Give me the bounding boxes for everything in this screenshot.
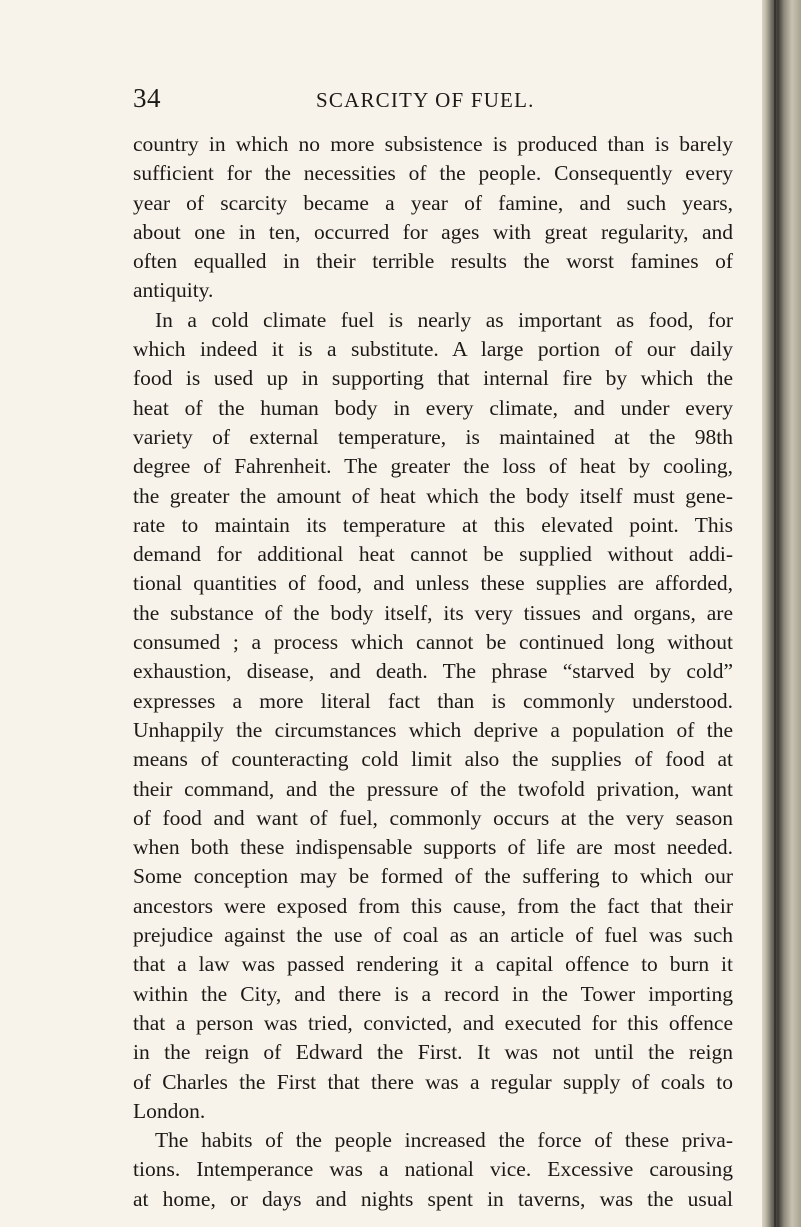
text-line: prejudice against the use of coal as an article of fuel was such <box>133 923 733 948</box>
text-line: which indeed it is a substitute. A large portion of our daily <box>133 337 733 362</box>
text-line: at home, or days and nights spent in taverns, was the usual <box>133 1186 733 1211</box>
text-line: rate to maintain its temperature at this elevated point. This <box>133 512 733 537</box>
text-line: demand for additional heat cannot be supplied without addi- <box>133 542 733 567</box>
text-line: of Charles the First that there was a regular supply of coals to <box>133 1069 733 1094</box>
text-line: means of counteracting cold limit also the supplies of food at <box>133 747 733 772</box>
text-line: country in which no more subsistence is produced than is barely <box>133 132 733 156</box>
text-line: London. <box>133 1098 206 1123</box>
page-edge <box>762 0 801 1227</box>
text-line: Unhappily the circumstances which deprive a population of the <box>133 717 733 742</box>
body-text <box>133 130 733 1214</box>
text-line: antiquity. <box>133 278 214 303</box>
text-line: the substance of the body itself, its very tissues and organs, are <box>133 600 733 625</box>
text-line: food is used up in supporting that internal fire by which the <box>133 366 733 391</box>
text-line: of food and want of fuel, commonly occurs at the very season <box>133 805 733 830</box>
text-line: when both these indispensable supports of life are most needed. <box>133 835 733 860</box>
text-line: that a person was tried, convicted, and executed for this offence <box>133 1010 733 1035</box>
text-line: The habits of the people increased the force of these priva- <box>155 1128 733 1153</box>
text-line: sufficient for the necessities of the people. Consequently every <box>133 161 733 186</box>
text-line: In a cold climate fuel is nearly as important as food, for <box>155 307 733 332</box>
text-line: the greater the amount of heat which the body itself must gene- <box>133 483 733 508</box>
text-line: tions. Intemperance was a national vice. Excessive carousing <box>133 1157 733 1182</box>
text-line: degree of Fahrenheit. The greater the loss of heat by cooling, <box>133 454 733 479</box>
text-line: often equalled in their terrible results the worst famines of <box>133 249 733 274</box>
text-line: expresses a more literal fact than is commonly understood. <box>133 688 733 713</box>
text-line: exhaustion, disease, and death. The phrase “starved by cold” <box>133 659 733 684</box>
text-line: their command, and the pressure of the twofold privation, want <box>133 776 733 801</box>
text-line: that a law was passed rendering it a capital offence to burn it <box>133 952 733 977</box>
text-line: ancestors were exposed from this cause, from the fact that their <box>133 893 733 918</box>
text-line: about one in ten, occurred for ages with great regularity, and <box>133 219 733 244</box>
page-edge-shadow <box>774 0 776 1227</box>
page-header <box>133 80 733 116</box>
text-line: tional quantities of food, and unless these supplies are afforded, <box>133 571 733 596</box>
text-line: year of scarcity became a year of famine, and such years, <box>133 190 733 215</box>
text-line: heat of the human body in every climate, and under every <box>133 395 733 420</box>
running-head: SCARCITY OF FUEL. <box>316 88 535 112</box>
text-line: variety of external temperature, is maintained at the 98th <box>133 424 733 449</box>
text-line: consumed ; a process which cannot be continued long without <box>133 630 733 655</box>
text-line: Some conception may be formed of the suffering to which our <box>133 864 733 889</box>
text-line: within the City, and there is a record in the Tower importing <box>133 981 733 1006</box>
page-number: 34 <box>133 83 161 113</box>
text-line: in the reign of Edward the First. It was not until the reign <box>133 1040 733 1065</box>
